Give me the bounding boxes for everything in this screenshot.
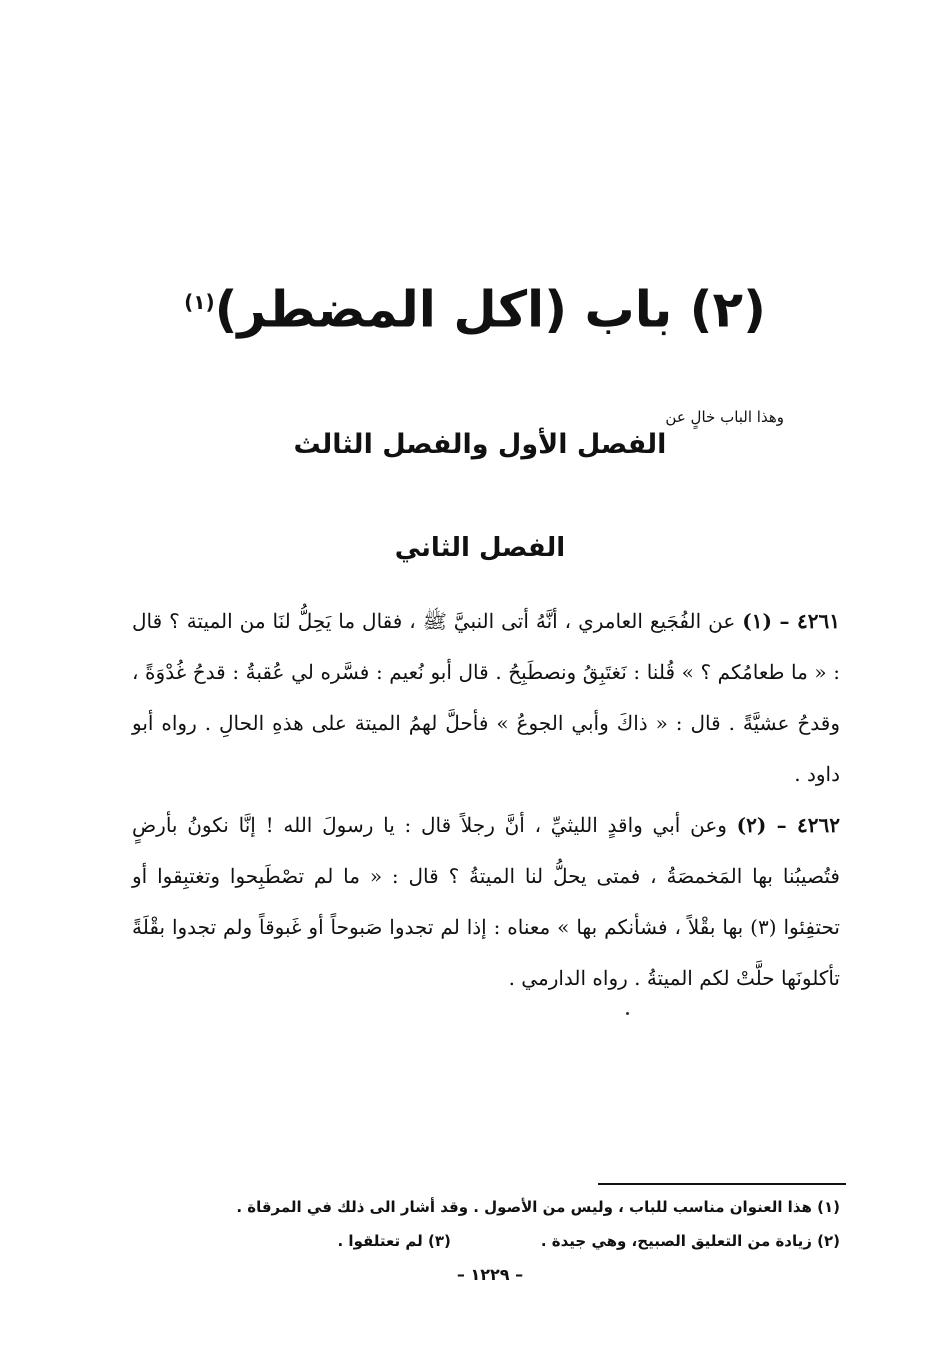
chapter-title	[150, 262, 800, 350]
sections-absent-heading: الفصل الأول والفصل الثالث	[293, 429, 667, 460]
footnote-2: (٢) زيادة من التعليق الصبيح، وهي جيدة .	[540, 1232, 840, 1250]
footnote-3: (٣) لم تعتلقوا .	[337, 1232, 451, 1250]
page-number: – ١٢٢٩ –	[456, 1265, 524, 1284]
hadith-number: ٤٢٦١ – (١)	[742, 609, 841, 633]
chapter-footnote-marker: (١)	[184, 290, 215, 314]
hadith-number: ٤٢٦٢ – (٢)	[736, 813, 840, 837]
hadith-4262	[132, 800, 840, 1004]
footnote-2-3	[150, 1224, 840, 1258]
hadith-text: وعن أبي واقدٍ الليثيِّ ، أنَّ رجلاً قال : يا رسولَ الله ! إنَّا نكونُ بأرضٍ فتُصيبُنا بها المَخمصَةُ ، فمتى يحلُّ لنا الميتةُ ؟ قال : « ما لم تصْطَبِحوا وتغتبِقوا أو تحتفِئوا (٣) بها بقْلاً ، فشأنكم بها » معناه : إذا لم تجدوا صَبوحاً أو غَبوقاً ولم تجدوا بقْلَةً تأكلونَها حلَّتْ لكم الميتةُ . رواه الدارمي .	[132, 813, 840, 990]
chapter-name: باب (اكل المضطر)	[214, 280, 673, 339]
footnote-divider	[598, 1183, 846, 1185]
section-heading: الفصل الثاني	[394, 533, 566, 563]
hadith-text: عن الفُجَيع العامري ، أنَّهُ أتى النبيَّ ﷺ ، فقال ما يَحِلُّ لنَا من الميتة ؟ قال : « ما طعامُكم ؟ » قُلنا : نَغتَبِقُ ونصطَبِحُ . قال أبو نُعيم : فسَّره لي عُقبةُ : قدحُ غُدْوَةً ، وقدحُ عشيَّةً . قال : « ذاكَ وأبي الجوعُ » فأحلَّ لهمُ الميتة على هذهِ الحالِ . رواه أبو داود .	[132, 609, 840, 786]
footnotes	[150, 1190, 840, 1258]
ornament-dot	[626, 1012, 629, 1015]
hadith-4261	[132, 596, 840, 800]
chapter-number: (٢)	[689, 280, 766, 339]
footnote-1: (١) هذا العنوان مناسب للباب ، وليس من الأصول . وقد أشار الى ذلك في المرقاة .	[236, 1198, 840, 1216]
chapter-note: وهذا الباب خالٍ عن	[665, 408, 784, 426]
